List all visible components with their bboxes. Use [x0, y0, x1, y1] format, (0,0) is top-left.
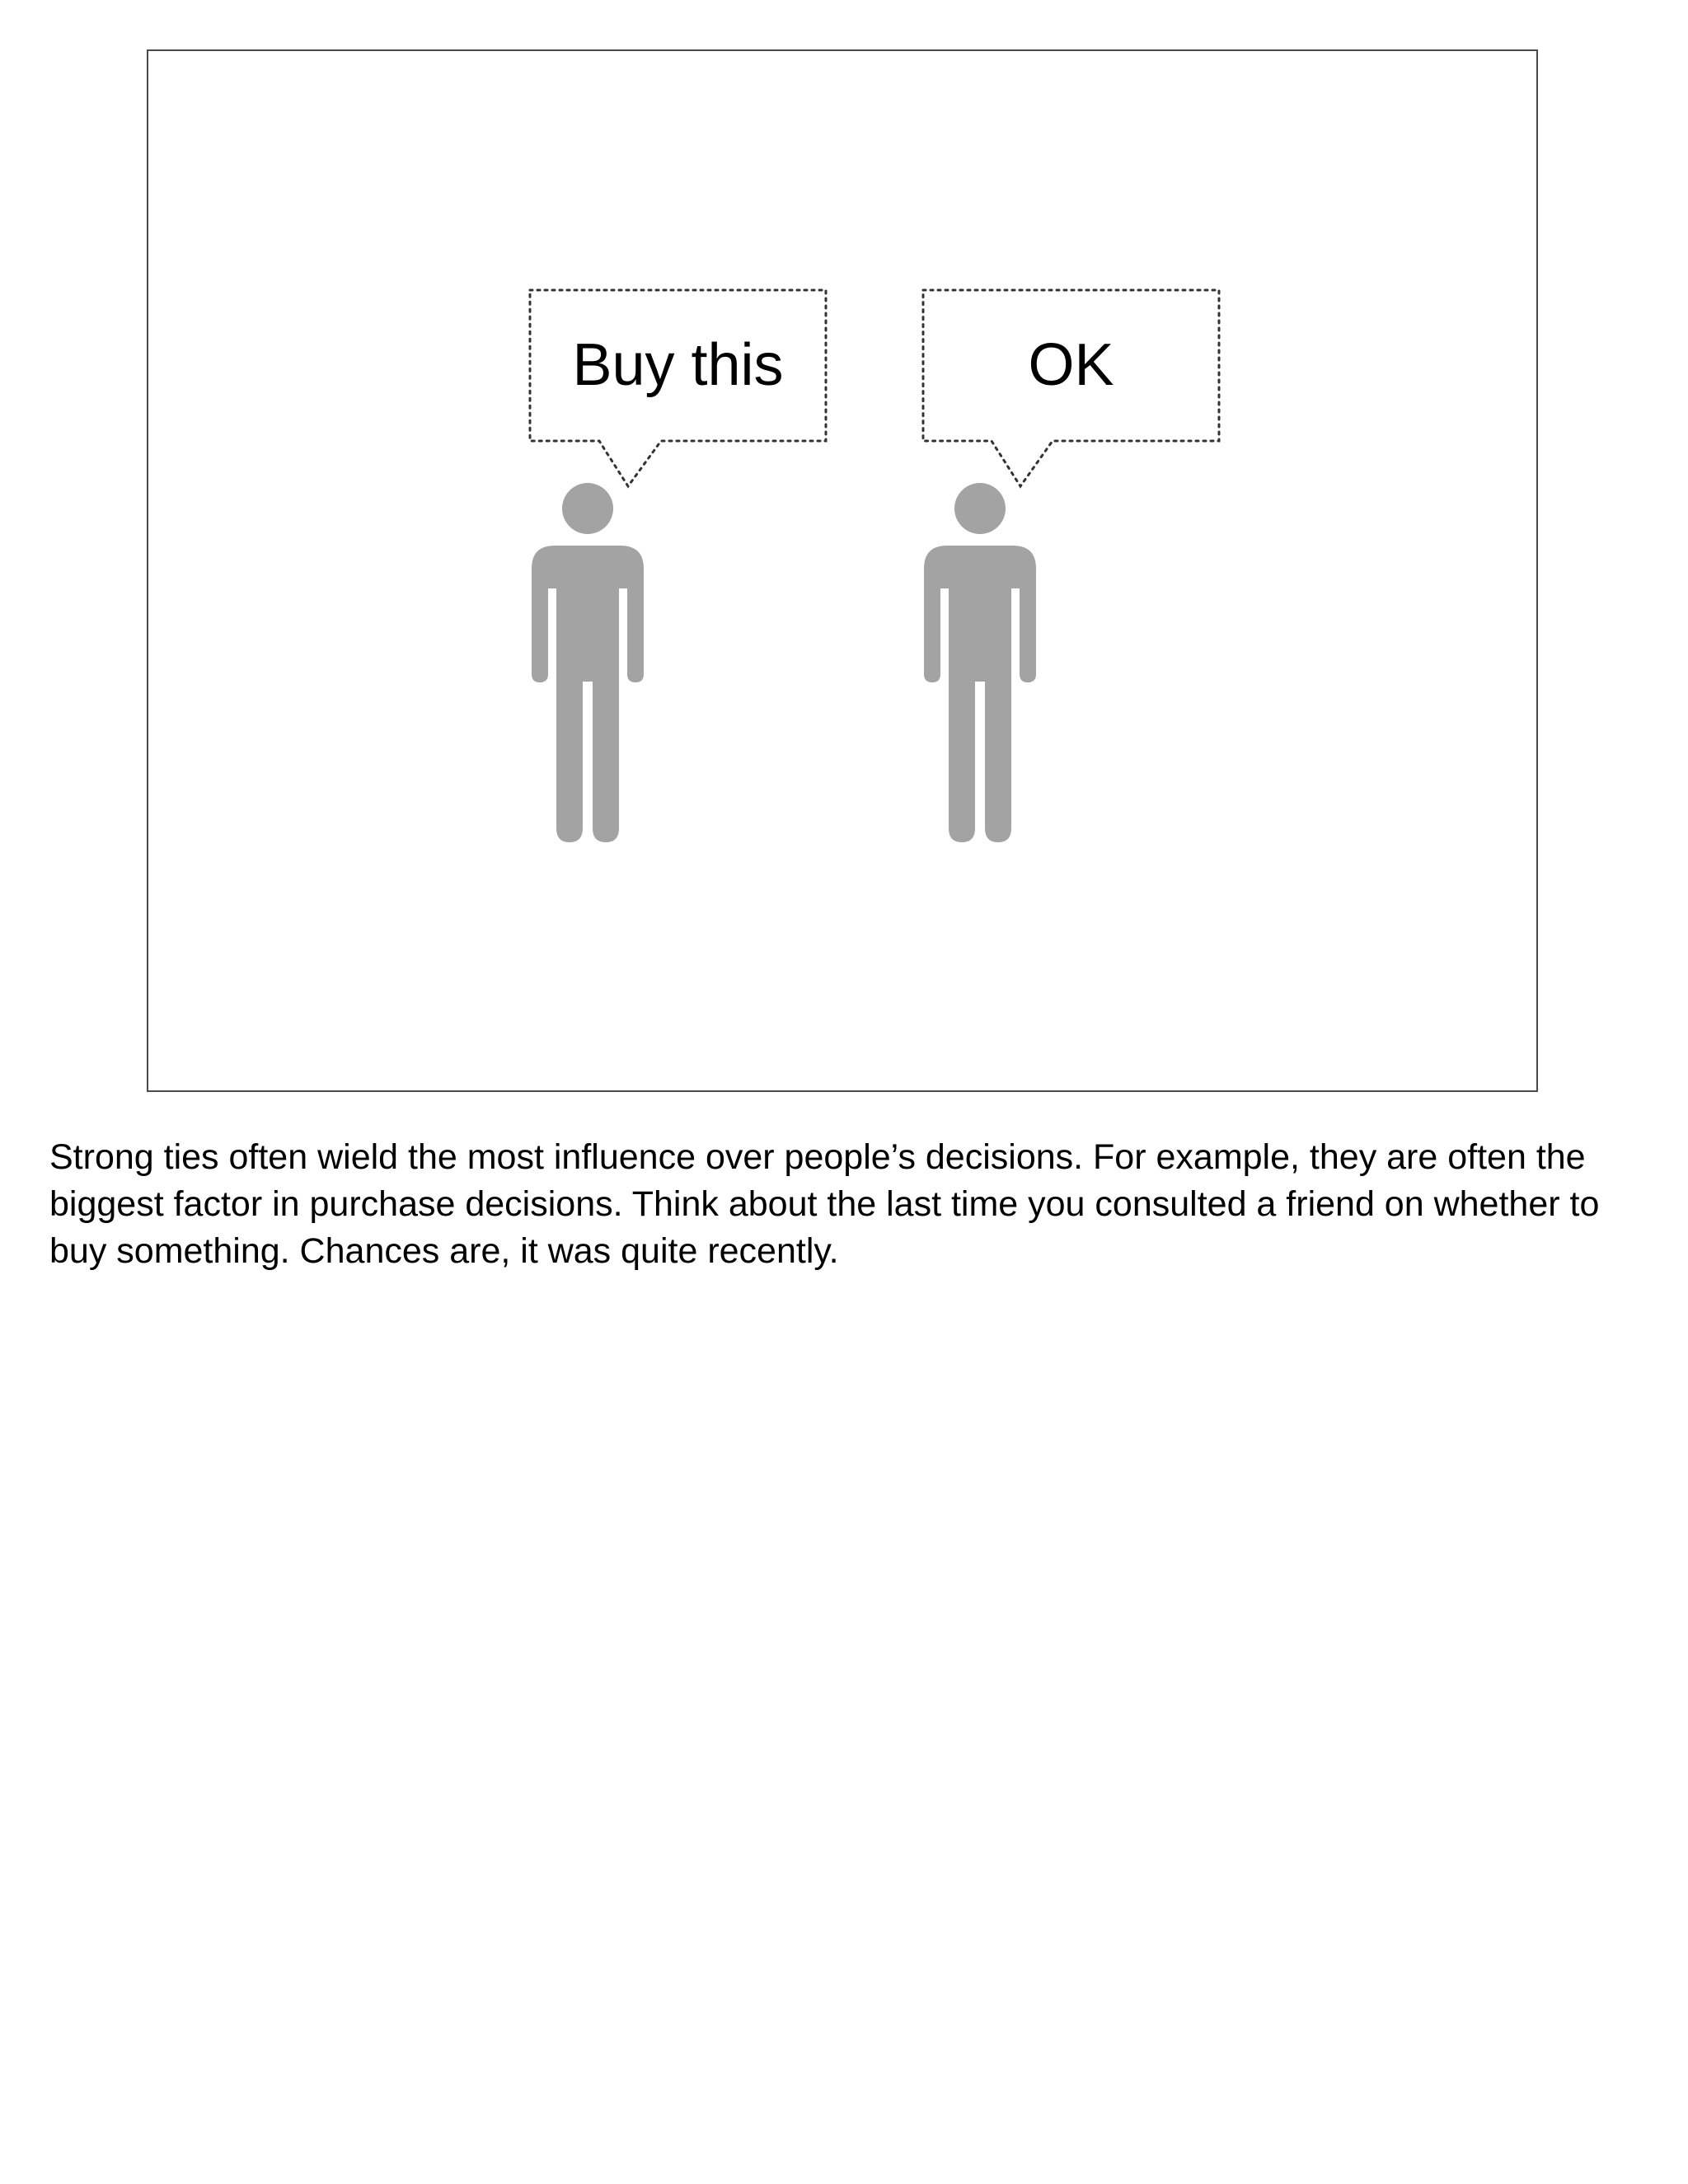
person-icon-left [532, 483, 644, 842]
slide-frame [147, 49, 1538, 1092]
bubble-text-ok: OK [1028, 332, 1114, 398]
slide-illustration [148, 51, 1536, 1090]
bubble-text-buy-this: Buy this [572, 332, 784, 398]
person-icon-right [924, 483, 1036, 842]
speaker-notes: Strong ties often wield the most influence over people’s decisions. For example, they are often the biggest factor in purchase decisions. Think about the last time you consulted a friend on whether to buy something. Chances are, it was quite recently. [49, 1137, 1600, 1271]
